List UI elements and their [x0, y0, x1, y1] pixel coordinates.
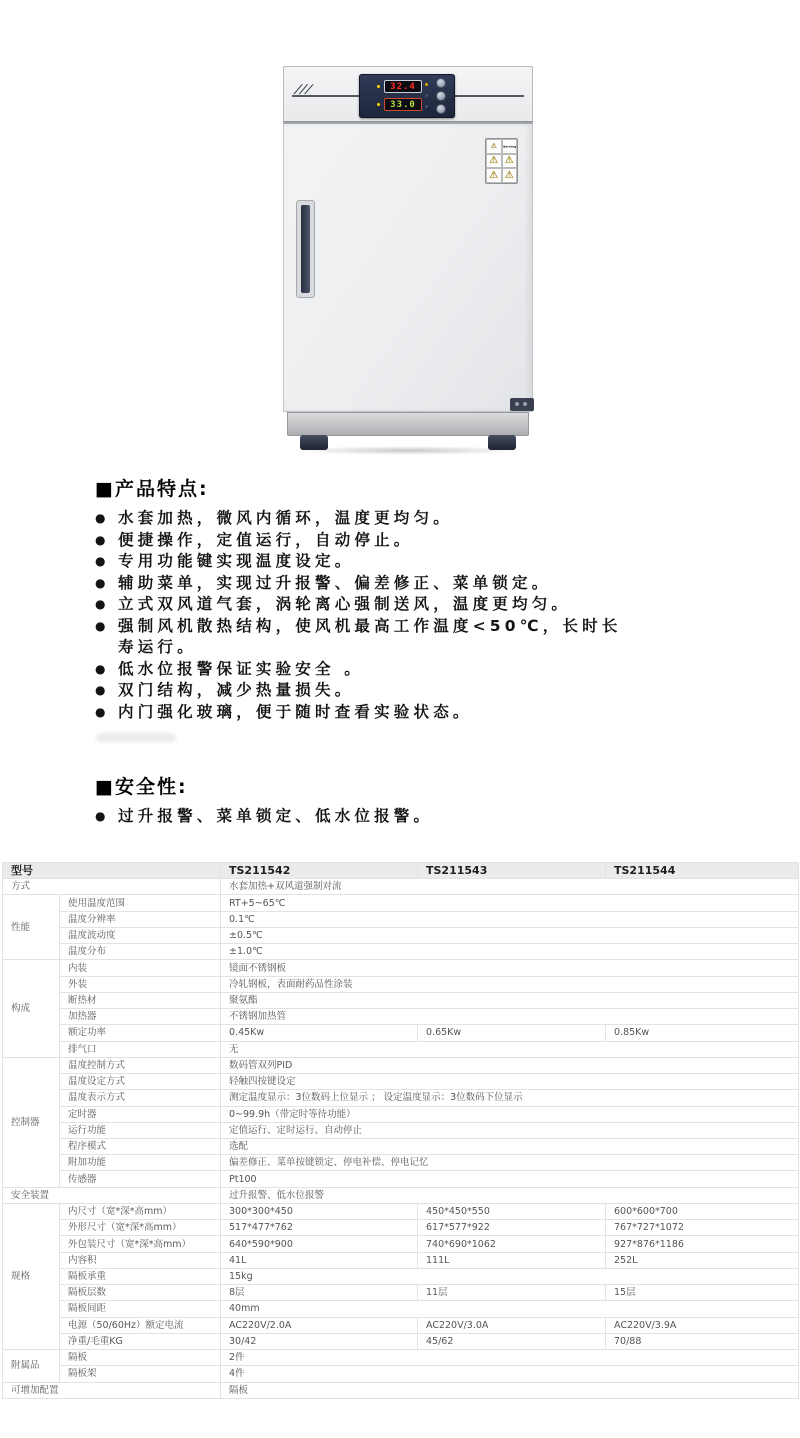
spec-row-label: 内容积 [60, 1252, 221, 1268]
spec-value-0: 300*300*450 [221, 1203, 418, 1219]
bullet-icon: ● [95, 554, 106, 568]
feature-item-3 [95, 573, 640, 595]
spec-value-1: 45/62 [418, 1333, 606, 1349]
spec-value: 0.1℃ [221, 911, 799, 927]
spec-row-label: 加热器 [60, 1009, 221, 1025]
spec-group-label: 附属品 [3, 1350, 60, 1382]
spec-row-label: 外包装尺寸（宽*深*高mm） [60, 1236, 221, 1252]
table-row [3, 1187, 799, 1203]
spec-header-model-2: TS211544 [606, 863, 799, 879]
spec-row-label: 温度控制方式 [60, 1057, 221, 1073]
table-row [3, 1382, 799, 1398]
spec-group-label: 性能 [3, 895, 60, 960]
spec-value: 冷轧钢板，表面耐药品性涂装 [221, 976, 799, 992]
bullet-icon: ● [95, 704, 106, 719]
warning-triangle-icon: ⚠ [504, 154, 514, 166]
features-heading: ■产品特点: [95, 478, 209, 500]
spec-value-2: 927*876*1186 [606, 1236, 799, 1252]
spec-row-label: 运行功能 [60, 1122, 221, 1138]
spec-value-1: 617*577*922 [418, 1220, 606, 1236]
spec-row-label: 电源（50/60Hz）额定电流 [60, 1317, 221, 1333]
feature-item-1 [95, 530, 640, 552]
features-list [95, 508, 640, 723]
spec-row-label: 隔板 [60, 1350, 221, 1366]
spec-value: 镜面不锈钢板 [221, 960, 799, 976]
measured-temperature-display: 32.4 [384, 80, 422, 93]
spec-row-label: 排气口 [60, 1041, 221, 1057]
spec-value: 无 [221, 1041, 799, 1057]
hatch-marks-icon: /// [292, 82, 316, 96]
spec-value-1: 740*690*1062 [418, 1236, 606, 1252]
spec-row-label: 额定功率 [60, 1025, 221, 1041]
table-row [3, 1317, 799, 1333]
table-row [3, 976, 799, 992]
table-row [3, 1252, 799, 1268]
spec-value: Pt100 [221, 1171, 799, 1187]
spec-value-0: 41L [221, 1252, 418, 1268]
spec-header-model-0: TS211542 [221, 863, 418, 879]
table-row [3, 1155, 799, 1171]
spec-row-label: 隔板层数 [60, 1285, 221, 1301]
bullet-icon: ● [95, 532, 106, 547]
spec-header-model-1: TS211543 [418, 863, 606, 879]
spec-table [2, 862, 799, 1399]
table-row [3, 1041, 799, 1057]
spec-row-label: 净重/毛重KG [60, 1333, 221, 1349]
table-row [3, 1301, 799, 1317]
spec-group-label: 构成 [3, 960, 60, 1057]
table-row [3, 1220, 799, 1236]
spec-value: 偏差修正、菜单按键锁定、停电补偿、停电记忆 [221, 1155, 799, 1171]
spec-value-2: 15层 [606, 1285, 799, 1301]
table-row [3, 1268, 799, 1284]
table-row [3, 1138, 799, 1154]
warning-triangle-icon: ⚠ [489, 154, 499, 166]
feature-item-text: 双门结构，减少热量损失。 [118, 681, 355, 699]
table-row [3, 1350, 799, 1366]
safety-item-0 [95, 806, 640, 828]
bullet-icon: ● [95, 575, 106, 590]
table-row [3, 1122, 799, 1138]
spec-value: 水套加热+双风道强制对流 [221, 879, 799, 895]
set-temperature-display: 33.0 [384, 98, 422, 111]
status-led [425, 94, 428, 97]
table-row [3, 1203, 799, 1219]
spec-row-label: 安全装置 [3, 1187, 221, 1203]
spec-row-label: 断热材 [60, 992, 221, 1008]
spec-value: RT+5~65℃ [221, 895, 799, 911]
warning-sticker [485, 138, 518, 184]
spec-row-label: 温度设定方式 [60, 1074, 221, 1090]
spec-header-model-label: 型号 [3, 863, 221, 879]
feature-item-text: 水套加热，微风内循环，温度更均匀。 [118, 509, 453, 527]
oven-foot-left [300, 435, 328, 450]
spec-row-label: 传感器 [60, 1171, 221, 1187]
feature-item-text: 便捷操作，定值运行，自动停止。 [118, 530, 414, 549]
spec-value: ±0.5℃ [221, 927, 799, 943]
pv-indicator-led [377, 85, 380, 88]
spec-value-2: 70/88 [606, 1333, 799, 1349]
door-handle-slot [301, 205, 310, 293]
spec-row-label: 附加功能 [60, 1155, 221, 1171]
spec-value: 40mm [221, 1301, 799, 1317]
spec-row-label: 可增加配置 [3, 1382, 221, 1398]
spec-value-0: AC220V/2.0A [221, 1317, 418, 1333]
bullet-icon: ● [95, 809, 106, 823]
feature-item-text: 内门强化玻璃，便于随时查看实验状态。 [118, 702, 473, 721]
spec-value-1: 450*450*550 [418, 1203, 606, 1219]
spec-row-label: 程序模式 [60, 1138, 221, 1154]
table-row [3, 1009, 799, 1025]
feature-item-text: 立式双风道气套，涡轮离心强制送风，温度更均匀。 [118, 595, 572, 613]
table-row [3, 1057, 799, 1073]
spec-value: 数码管双列PID [221, 1057, 799, 1073]
warning-label: Warning [502, 144, 517, 149]
table-row [3, 1025, 799, 1041]
warning-triangle-icon: ⚠ [490, 142, 497, 151]
spec-value: 2件 [221, 1350, 799, 1366]
spec-row-label: 定时器 [60, 1106, 221, 1122]
feature-item-6 [95, 659, 640, 681]
feature-item-text: 低水位报警保证实验安全 。 [118, 659, 364, 678]
spec-row-label: 外装 [60, 976, 221, 992]
spec-value-0: 640*590*900 [221, 1236, 418, 1252]
controller-button-set[interactable] [436, 91, 446, 101]
spec-value: 过升报警、低水位报警 [221, 1187, 799, 1203]
controller-button-up[interactable] [436, 78, 446, 88]
spec-value-2: AC220V/3.9A [606, 1317, 799, 1333]
spec-row-label: 外形尺寸（宽*深*高mm） [60, 1220, 221, 1236]
warning-triangle-icon: ⚠ [504, 169, 514, 181]
spec-value-2: 767*727*1072 [606, 1220, 799, 1236]
feature-item-text: 辅助菜单，实现过升报警、偏差修正、菜单锁定。 [118, 573, 552, 592]
spec-value-0: 0.45Kw [221, 1025, 418, 1041]
spec-row-label: 温度波动度 [60, 927, 221, 943]
product-photo [270, 58, 546, 454]
table-row [3, 1333, 799, 1349]
safety-item-text: 过升报警、菜单锁定、低水位报警。 [118, 807, 434, 825]
spec-row-label: 温度分布 [60, 944, 221, 960]
temperature-controller-panel [359, 74, 455, 118]
oven-base-plinth [287, 412, 529, 436]
table-row [3, 1074, 799, 1090]
feature-item-0 [95, 508, 640, 530]
spec-row-label: 内尺寸（宽*深*高mm） [60, 1203, 221, 1219]
spec-value: 轻触四按键设定 [221, 1074, 799, 1090]
warning-triangle-icon: ⚠ [489, 169, 499, 181]
spec-value: 15kg [221, 1268, 799, 1284]
feature-item-text: 强制风机散热结构，使风机最高工作温度<50℃，长时长寿运行。 [118, 616, 622, 656]
spec-value: 隔板 [221, 1382, 799, 1398]
feature-item-8 [95, 702, 640, 724]
spec-value: 聚氨酯 [221, 992, 799, 1008]
faint-artifact [96, 733, 176, 742]
spec-value-2: 600*600*700 [606, 1203, 799, 1219]
spec-row-label: 温度分辨率 [60, 911, 221, 927]
spec-value-2: 252L [606, 1252, 799, 1268]
spec-value: 不锈钢加热管 [221, 1009, 799, 1025]
spec-value-2: 0.85Kw [606, 1025, 799, 1041]
feature-item-text: 专用功能键实现温度设定。 [118, 552, 355, 570]
spec-value: 选配 [221, 1138, 799, 1154]
table-row [3, 1285, 799, 1301]
power-inlet [510, 398, 534, 411]
table-row [3, 895, 799, 911]
table-row [3, 944, 799, 960]
spec-row-label: 隔板承重 [60, 1268, 221, 1284]
table-row [3, 911, 799, 927]
table-row [3, 1090, 799, 1106]
spec-value-1: AC220V/3.0A [418, 1317, 606, 1333]
bullet-icon: ● [95, 597, 106, 611]
spec-value-0: 8层 [221, 1285, 418, 1301]
safety-list [95, 806, 640, 828]
oven-head-section [283, 66, 533, 122]
spec-value-0: 517*477*762 [221, 1220, 418, 1236]
spec-value: 0~99.9h（带定时等待功能） [221, 1106, 799, 1122]
spec-row-label: 温度表示方式 [60, 1090, 221, 1106]
table-row [3, 1171, 799, 1187]
status-led [425, 105, 428, 108]
spec-value: 定值运行、定时运行、自动停止 [221, 1122, 799, 1138]
bullet-icon: ● [95, 661, 106, 676]
bullet-icon: ● [95, 683, 106, 697]
door-handle[interactable] [296, 200, 315, 298]
table-row [3, 992, 799, 1008]
spec-row-label: 隔板间距 [60, 1301, 221, 1317]
table-row [3, 960, 799, 976]
feature-item-7 [95, 680, 640, 702]
oven-door[interactable] [283, 122, 533, 412]
spec-group-label: 控制器 [3, 1057, 60, 1187]
bullet-icon: ● [95, 511, 106, 525]
oven-foot-right [488, 435, 516, 450]
spec-table-section [2, 862, 798, 1399]
safety-heading: ■安全性: [95, 776, 188, 798]
status-led [425, 83, 428, 86]
controller-button-down[interactable] [436, 104, 446, 114]
spec-group-label: 规格 [3, 1203, 60, 1349]
sv-indicator-led [377, 103, 380, 106]
feature-item-5 [95, 616, 640, 659]
feature-item-2 [95, 551, 640, 573]
spec-row-label: 内装 [60, 960, 221, 976]
spec-value: ±1.0℃ [221, 944, 799, 960]
table-row [3, 879, 799, 895]
spec-value: 4件 [221, 1366, 799, 1382]
spec-table-body [3, 863, 799, 1399]
spec-value-1: 11层 [418, 1285, 606, 1301]
spec-value-0: 30/42 [221, 1333, 418, 1349]
table-row [3, 1366, 799, 1382]
table-row [3, 927, 799, 943]
spec-value: 测定温度显示：3位数码上位显示 ； 设定温度显示：3位数码下位显示 [221, 1090, 799, 1106]
table-row [3, 1236, 799, 1252]
bullet-icon: ● [95, 618, 106, 633]
spec-row-label: 使用温度范围 [60, 895, 221, 911]
table-row [3, 1106, 799, 1122]
features-section [95, 474, 670, 723]
spec-value-1: 0.65Kw [418, 1025, 606, 1041]
spec-row-label: 方式 [3, 879, 221, 895]
spec-row-label: 隔板架 [60, 1366, 221, 1382]
safety-section [95, 772, 670, 828]
spec-value-1: 111L [418, 1252, 606, 1268]
feature-item-4 [95, 594, 640, 616]
